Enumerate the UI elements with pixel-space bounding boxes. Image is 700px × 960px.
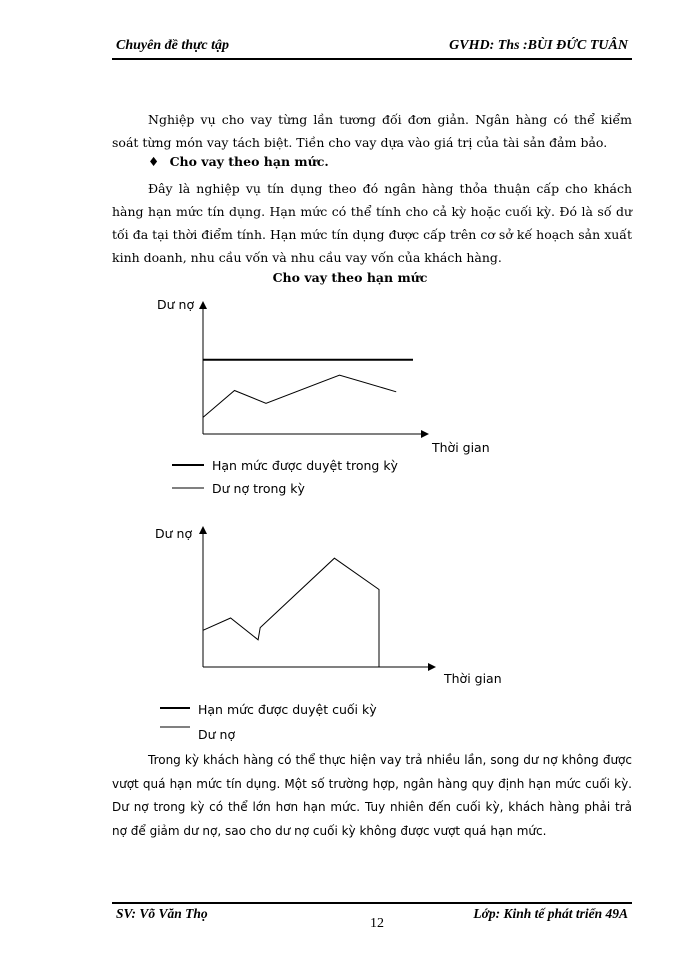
page-number: 12 xyxy=(370,916,384,931)
header-left: Chuyên đề thực tập xyxy=(116,38,230,53)
chart2-series-2-line xyxy=(203,558,379,667)
footer-left: SV: Võ Văn Thọ xyxy=(116,906,208,921)
chart1-ylabel: Dư nợ xyxy=(157,297,195,312)
header-right: GVHD: Ths :BÙI ĐỨC TUÂN xyxy=(449,38,628,53)
paragraph-2: Đây là nghiệp vụ tín dụng theo đó ngân hàng thỏa thuận cấp cho khách hàng hạn mức tín dụng. Hạn mức có thể tính cho cả kỳ hoặc cuối kỳ. Đó là số dư tối đa tại thời điểm tính. Hạn mức tín dụng được cấp trên cơ sở kế hoạch sản xuất kinh doanh, nhu cầu vốn và nhu cầu vay vốn của khách hàng. xyxy=(112,181,632,265)
footer-right: Lớp: Kinh tế phát triển 49A xyxy=(473,906,628,921)
bullet-heading-text: Cho vay theo hạn mức. xyxy=(169,154,329,169)
footer-rule xyxy=(112,902,632,904)
figure-title: Cho vay theo hạn mức xyxy=(272,270,428,285)
chart1-legend-2: Dư nợ trong kỳ xyxy=(212,481,305,496)
chart2-legend-2: Dư nợ xyxy=(198,727,236,742)
paragraph-1: Nghiệp vụ cho vay từng lần tương đối đơn giản. Ngân hàng có thể kiểm soát từng món vay tách biệt. Tiền cho vay dựa vào giá trị của tài sản đảm bảo. xyxy=(112,112,632,150)
chart1-series-2-line xyxy=(203,375,396,417)
chart1-xlabel: Thời gian xyxy=(432,440,490,455)
diamond-bullet-icon: ♦ xyxy=(148,154,160,169)
chart2-legend-1: Hạn mức được duyệt cuối kỳ xyxy=(198,702,377,717)
page-footer xyxy=(112,906,632,930)
chart2-ylabel: Dư nợ xyxy=(155,526,193,541)
chart1-legend-1: Hạn mức được duyệt trong kỳ xyxy=(212,458,398,473)
paragraph-3: Trong kỳ khách hàng có thể thực hiện vay trả nhiều lần, song dư nợ không được vượt quá hạn mức tín dụng. Một số trường hợp, ngân hàng quy định hạn mức cuối kỳ. Dư nợ trong kỳ có thể lớn hơn hạn mức. Tuy nhiên đến cuối kỳ, khách hàng phải trả nợ để giảm dư nợ, sao cho dư nợ cuối kỳ không được vượt quá hạn mức. xyxy=(112,753,632,838)
chart2-xlabel: Thời gian xyxy=(444,671,502,686)
